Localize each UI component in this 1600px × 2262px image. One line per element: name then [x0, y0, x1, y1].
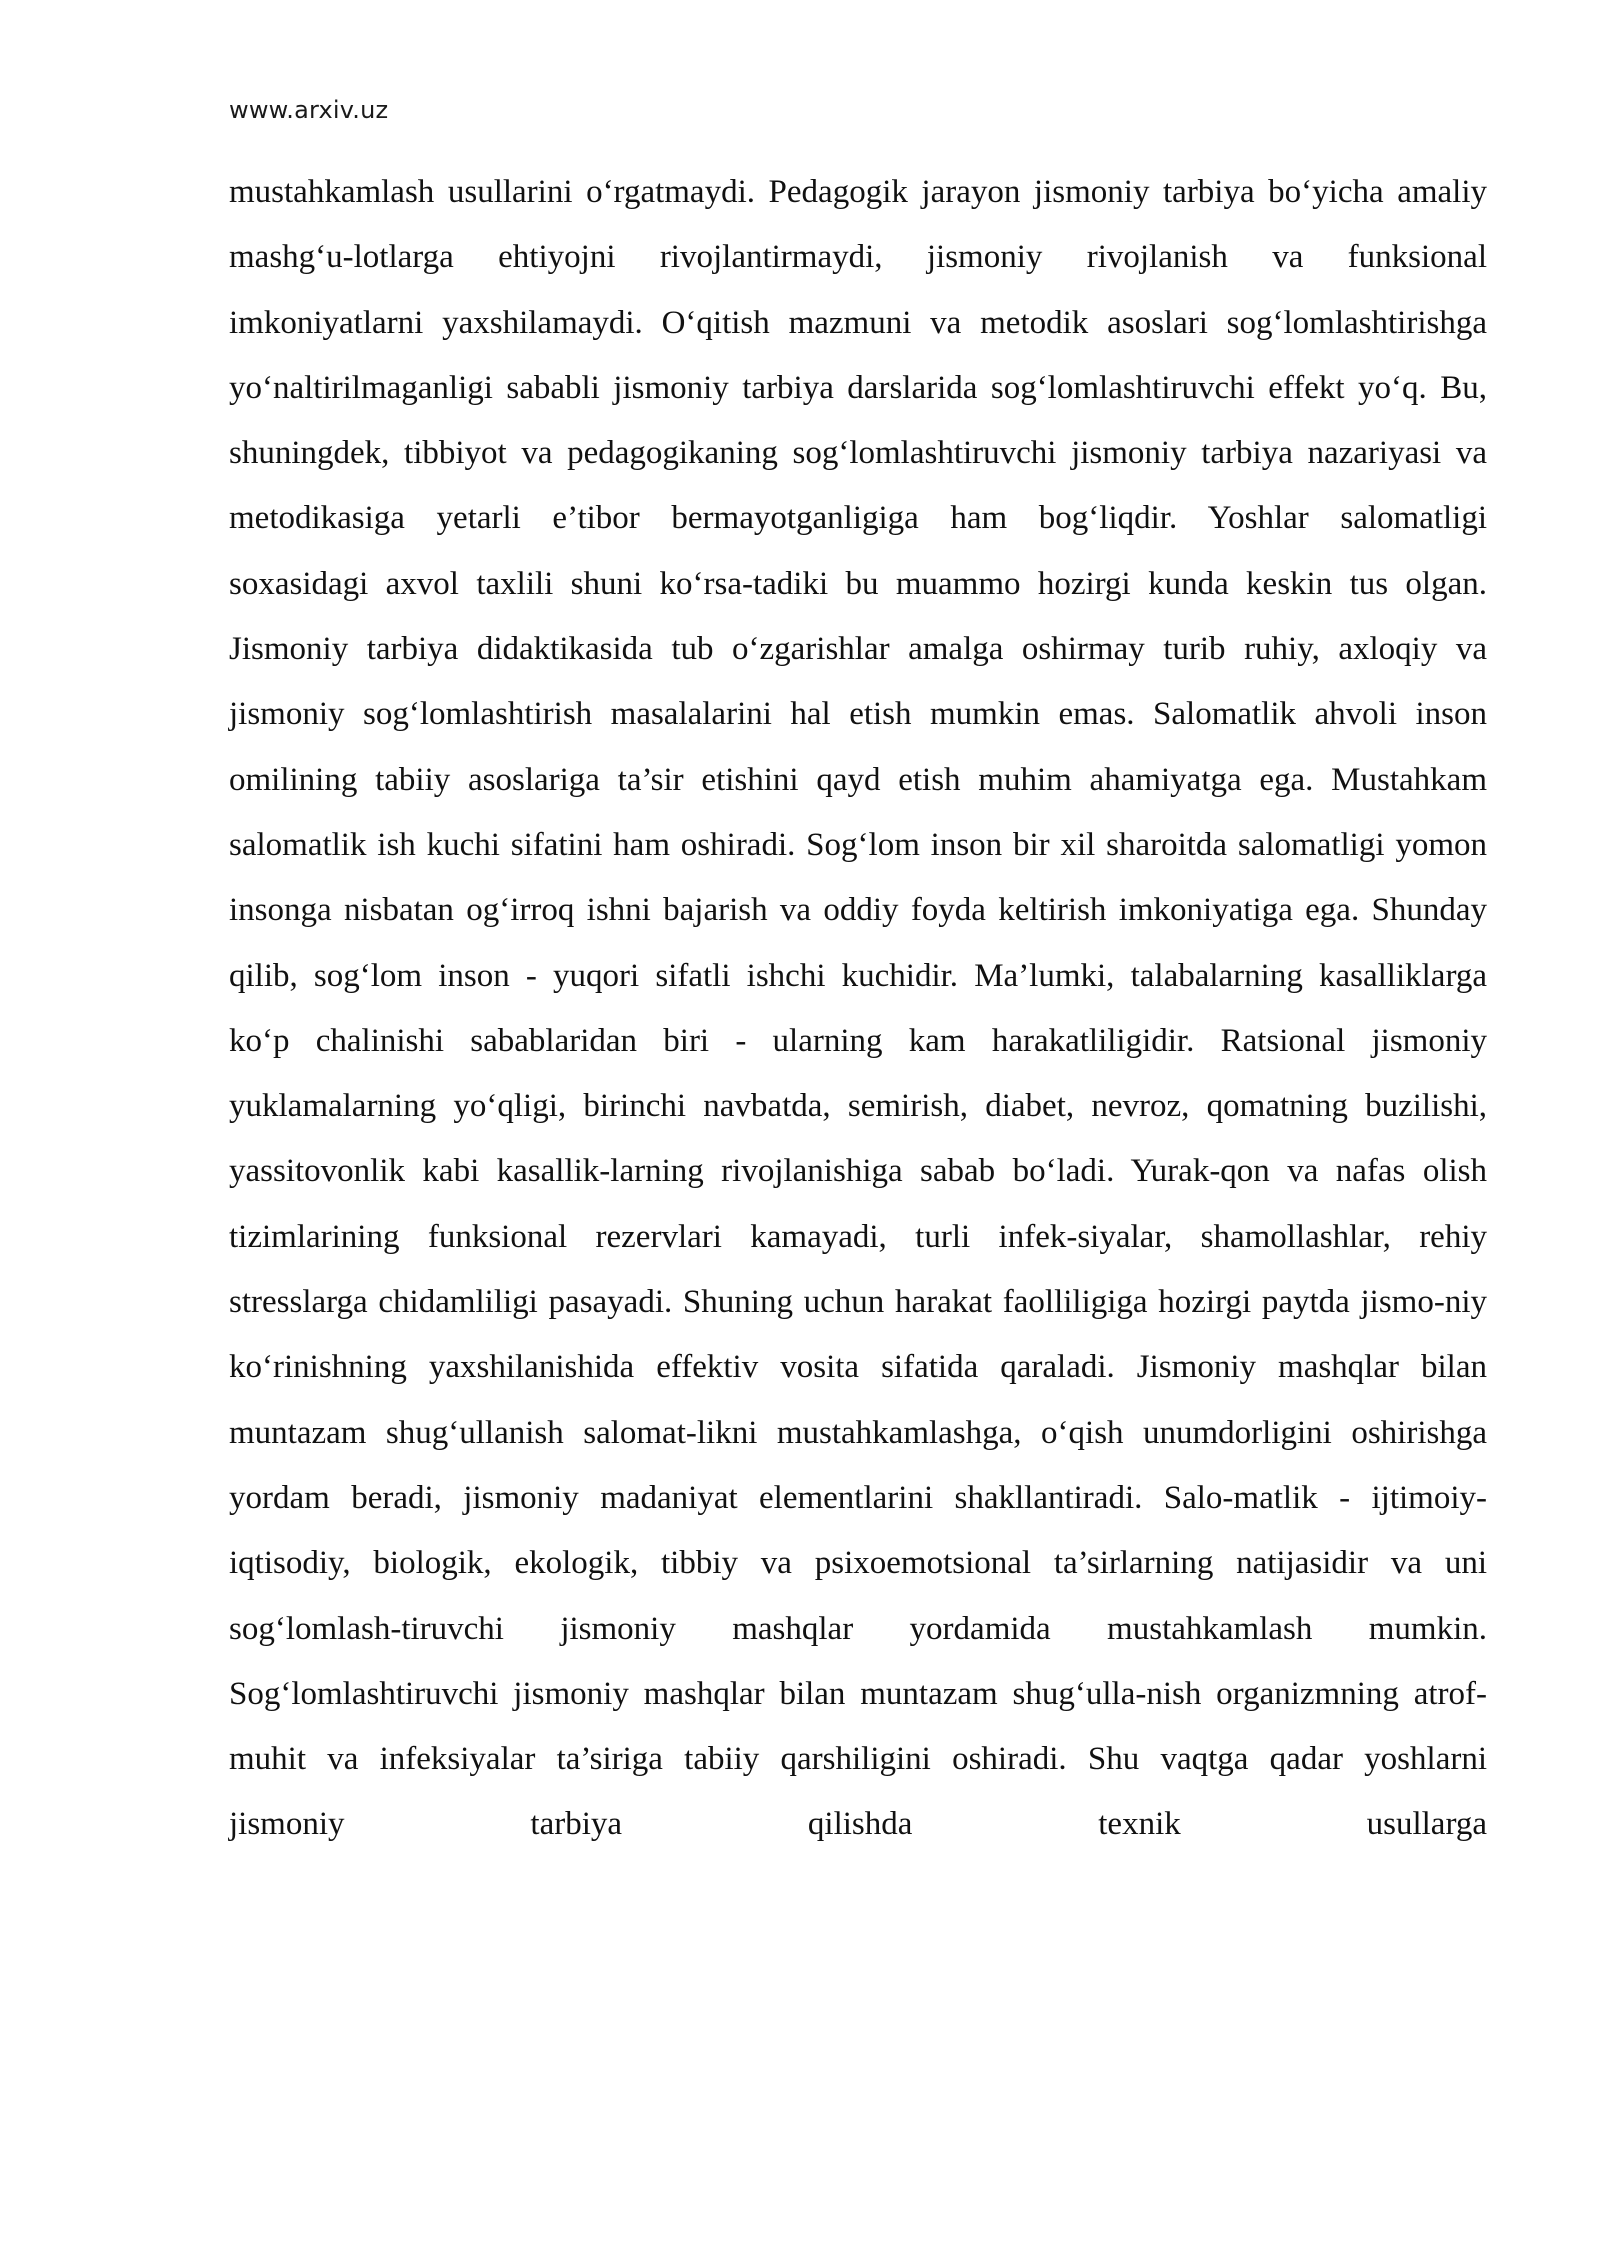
body-paragraph: mustahkamlash usullarini o‘rgatmaydi. Pedagogik jarayon jismoniy tarbiya bo‘yicha amaliy mashg‘u-lotlarga ehtiyojni rivojlantirmaydi, jismoniy rivojlanish va funksional imkoniyatlarni yaxshilamaydi. O‘qitish mazmuni va metodik asoslari sog‘lomlashtirishga yo‘naltirilmaganligi sababli jismoniy tarbiya darslarida sog‘lomlashtiruvchi effekt yo‘q. Bu, shuningdek, tibbiyot va pedagogikaning sog‘lomlashtiruvchi jismoniy tarbiya nazariyasi va metodikasiga yetarli e’tibor bermayotganligiga ham bog‘liqdir. Yoshlar salomatligi soxasidagi axvol taxlili shuni ko‘rsa-tadiki bu muammo hozirgi kunda keskin tus olgan. Jismoniy tarbiya didaktikasida tub o‘zgarishlar amalga oshirmay turib ruhiy, axloqiy va jismoniy sog‘lomlashtirish masalalarini hal etish mumkin emas. Salomatlik ahvoli inson omilining tabiiy asoslariga ta’sir etishini qayd etish muhim ahamiyatga ega. Mustahkam salomatlik ish kuchi sifatini ham oshiradi. Sog‘lom inson bir xil sharoitda salomatligi yomon insonga nisbatan og‘irroq ishni bajarish va oddiy foyda keltirish imkoniyatiga ega. Shunday qilib, sog‘lom inson - yuqori sifatli ishchi kuchidir. Ma’lumki, talabalarning kasalliklarga ko‘p chalinishi sabablaridan biri - ularning kam harakatliligidir. Ratsional jismoniy yuklamalarning yo‘qligi, birinchi navbatda, semirish, diabet, nevroz, qomatning buzilishi, yassitovonlik kabi kasallik-larning rivojlanishiga sabab bo‘ladi. Yurak-qon va nafas olish tizimlarining funksional rezervlari kamayadi, turli infek-siyalar, shamollashlar, rehiy stresslarga chidamliligi pasayadi. Shuning uchun harakat faolliligiga hozirgi paytda jismo-niy ko‘rinishning yaxshilanishida effektiv vosita sifatida qaraladi. Jismoniy mashqlar bilan muntazam shug‘ullanish salomat-likni mustahkamlashga, o‘qish unumdorligini oshirishga yordam beradi, jismoniy madaniyat elementlarini shakllantiradi. Salo-matlik - ijtimoiy-iqtisodiy, biologik, ekologik, tibbiy va psixoemotsional ta’sirlarning natijasidir va uni sog‘lomlash-tiruvchi jismoniy mashqlar yordamida mustahkamlash mumkin. Sog‘lomlashtiruvchi jismoniy mashqlar bilan muntazam shug‘ulla-nish organizmning atrof-muhit va infeksiyalar ta’siriga tabiiy qarshiligini oshiradi. Shu vaqtga qadar yoshlarni jismoniy tarbiya qilishda texnik usullarga	[229, 174, 1487, 1843]
site-header-url: www.arxiv.uz	[229, 96, 389, 124]
